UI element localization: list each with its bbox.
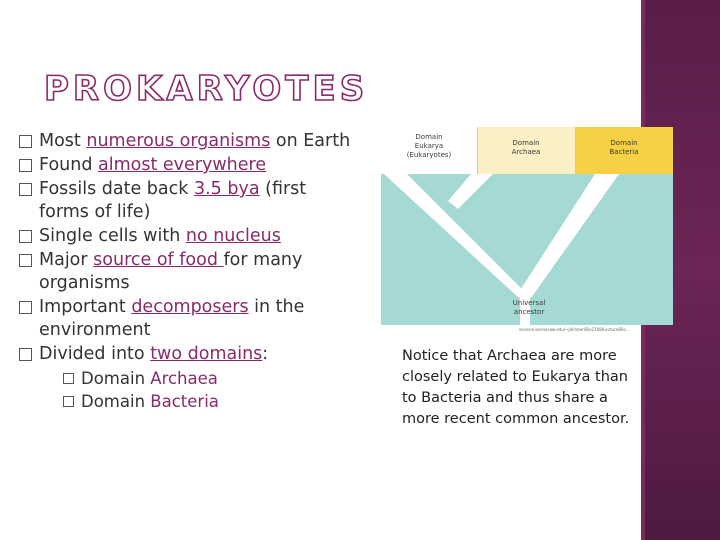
bullet-box-icon	[19, 183, 32, 196]
sub-bullet-item	[63, 391, 359, 413]
sub-bullet-text: Domain	[81, 369, 151, 388]
bullet-box-icon	[63, 396, 74, 407]
bullet-box-icon	[19, 254, 32, 267]
bullet-text: :	[262, 344, 269, 364]
bullet-highlight: almost everywhere	[98, 155, 267, 175]
bullet-text: Divided into	[39, 344, 151, 364]
sub-bullet-highlight: Archaea	[150, 369, 218, 388]
sub-bullet-text: Domain	[81, 392, 151, 411]
bullet-highlight: two domains	[150, 344, 263, 364]
bullet-text: for many organisms	[39, 250, 303, 293]
label-archaea-1: Domain	[512, 139, 540, 147]
bullet-text: Major	[39, 250, 94, 270]
label-archaea-2: Archaea	[511, 148, 541, 156]
bullet-text: Most	[39, 131, 87, 151]
label-eukarya-2: Eukarya	[414, 142, 444, 150]
bullet-item	[19, 154, 359, 177]
bullet-box-icon	[63, 373, 74, 384]
label-eukarya-1: Domain	[415, 133, 443, 141]
bullet-text: Important	[39, 297, 132, 317]
bullet-highlight: source of food	[93, 250, 224, 270]
bullet-text: on Earth	[270, 131, 351, 151]
bullet-highlight: no nucleus	[185, 226, 281, 246]
bullet-box-icon	[19, 135, 32, 148]
note-text: Notice that Archaea are more closely related to Eukarya than to Bacteria and thus share a more recent common ancestor.	[402, 348, 630, 427]
label-root-2: ancestor	[513, 308, 545, 316]
bullet-text: in the environment	[39, 297, 305, 340]
bullet-item	[19, 178, 359, 224]
bullet-item	[19, 225, 359, 248]
bullet-highlight: 3.5 bya	[193, 179, 260, 199]
bullet-item	[19, 296, 359, 342]
bullet-text: Fossils date back	[39, 179, 194, 199]
bullet-text: (first forms of life)	[39, 179, 307, 222]
sub-bullet-highlight: Bacteria	[150, 392, 219, 411]
phylogenetic-tree-diagram	[381, 127, 673, 325]
bullet-text: Found	[39, 155, 99, 175]
diagram-credit: science.kennesaw.edu/~jdirnber/Bio2108/Lecture/Bio…	[519, 327, 630, 332]
bullet-item	[19, 130, 359, 153]
bullet-box-icon	[19, 301, 32, 314]
bullet-item	[19, 249, 359, 295]
label-eukarya-3: (Eukaryotes)	[406, 151, 452, 159]
bullet-list	[19, 130, 359, 414]
label-root-1: Universal	[512, 299, 546, 307]
bullet-text: Single cells with	[39, 226, 186, 246]
bullet-box-icon	[19, 230, 32, 243]
bullet-highlight: decomposers	[131, 297, 249, 317]
bullet-box-icon	[19, 348, 32, 361]
label-bacteria-2: Bacteria	[609, 148, 639, 156]
tree-svg	[381, 127, 673, 325]
slide-title: PROKARYOTES	[44, 69, 369, 109]
bullet-item	[19, 343, 359, 413]
label-bacteria-1: Domain	[610, 139, 638, 147]
sub-bullet-item	[63, 368, 359, 390]
sub-bullet-list	[39, 368, 359, 413]
bullet-highlight: numerous organisms	[86, 131, 271, 151]
bullet-box-icon	[19, 159, 32, 172]
